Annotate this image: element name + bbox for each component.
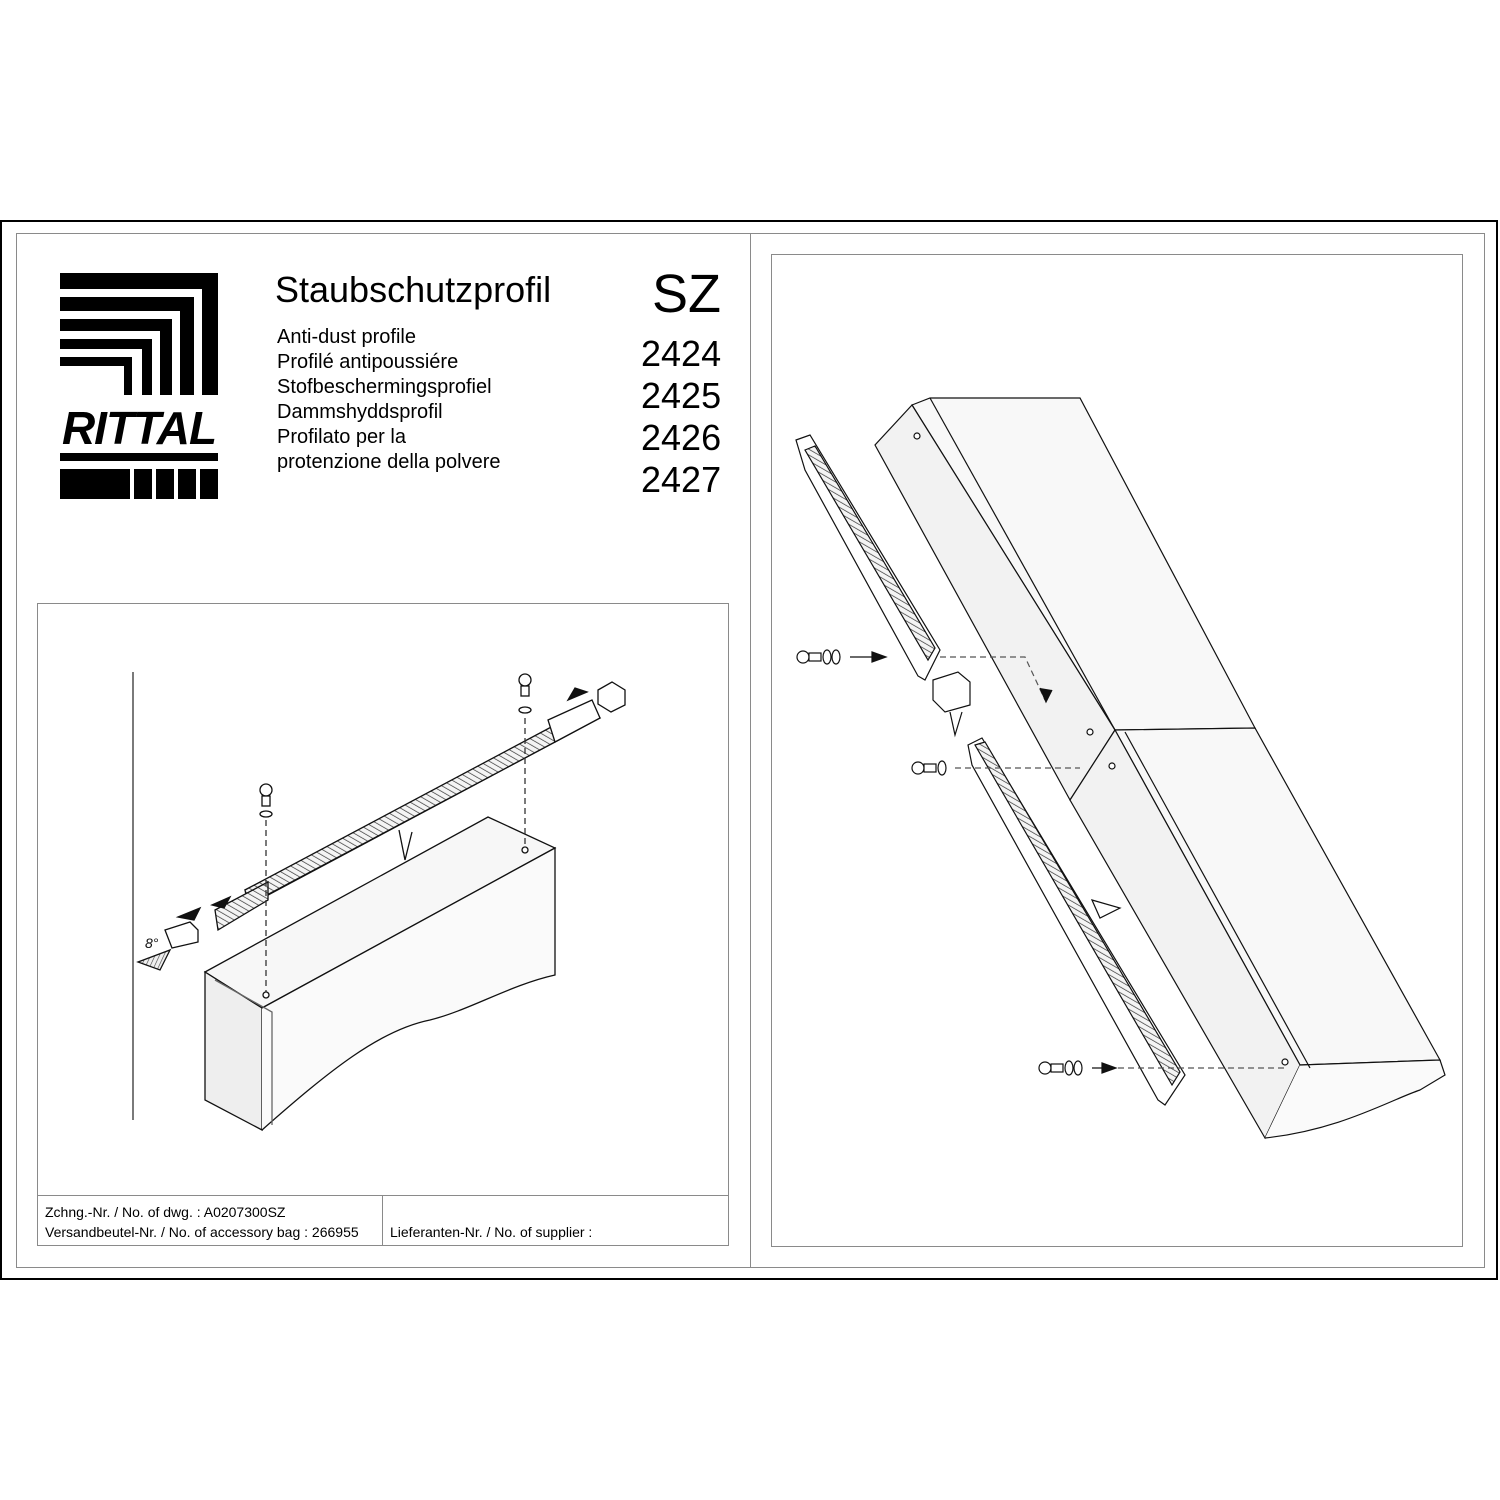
supplier-label: Lieferanten-Nr. / No. of supplier : [390, 1224, 593, 1240]
right-assembly-drawing [796, 398, 1445, 1138]
screw-middle [912, 761, 946, 775]
subtitle-nl: Stofbeschermingsprofiel [277, 376, 492, 398]
accessory-bag-row [45, 1224, 359, 1240]
screw-upper [797, 650, 840, 664]
model-number: 2426 [641, 417, 722, 458]
accessory-bag-label: Versandbeutel-Nr. / No. of accessory bag : [45, 1224, 312, 1240]
drawing-number-row [45, 1204, 285, 1220]
model-number: 2425 [641, 375, 722, 416]
screw-left [260, 784, 272, 817]
supplier-row [390, 1224, 592, 1240]
title-block-separator [382, 1196, 383, 1246]
subtitle-it-2: protenzione della polvere [277, 451, 501, 473]
title-block [37, 1195, 729, 1246]
rittal-logo-wordmark: RITTAL [61, 402, 217, 454]
screw-right [519, 674, 531, 713]
profile-connector [933, 672, 970, 712]
enclosure-box [205, 817, 555, 1130]
subtitle-en: Anti-dust profile [277, 326, 416, 348]
model-number: 2424 [641, 333, 722, 374]
product-title: Staubschutzprofil [275, 269, 552, 310]
accessory-bag-number: 266955 [311, 1224, 359, 1240]
drawing-number: A0207300SZ [203, 1204, 286, 1220]
model-number: 2427 [641, 459, 722, 500]
screw-lower [1039, 1061, 1082, 1075]
subtitle-sv: Dammshyddsprofil [277, 401, 443, 423]
left-assembly-drawing [133, 672, 625, 1130]
angle-label: 8° [145, 935, 159, 951]
drawing-number-label: Zchng.-Nr. / No. of dwg. : [45, 1204, 204, 1220]
subtitle-fr: Profilé antipoussiére [277, 351, 459, 373]
subtitle-it-1: Profilato per la [277, 426, 406, 448]
lower-enclosure [1070, 728, 1445, 1138]
model-prefix: SZ [652, 264, 722, 324]
